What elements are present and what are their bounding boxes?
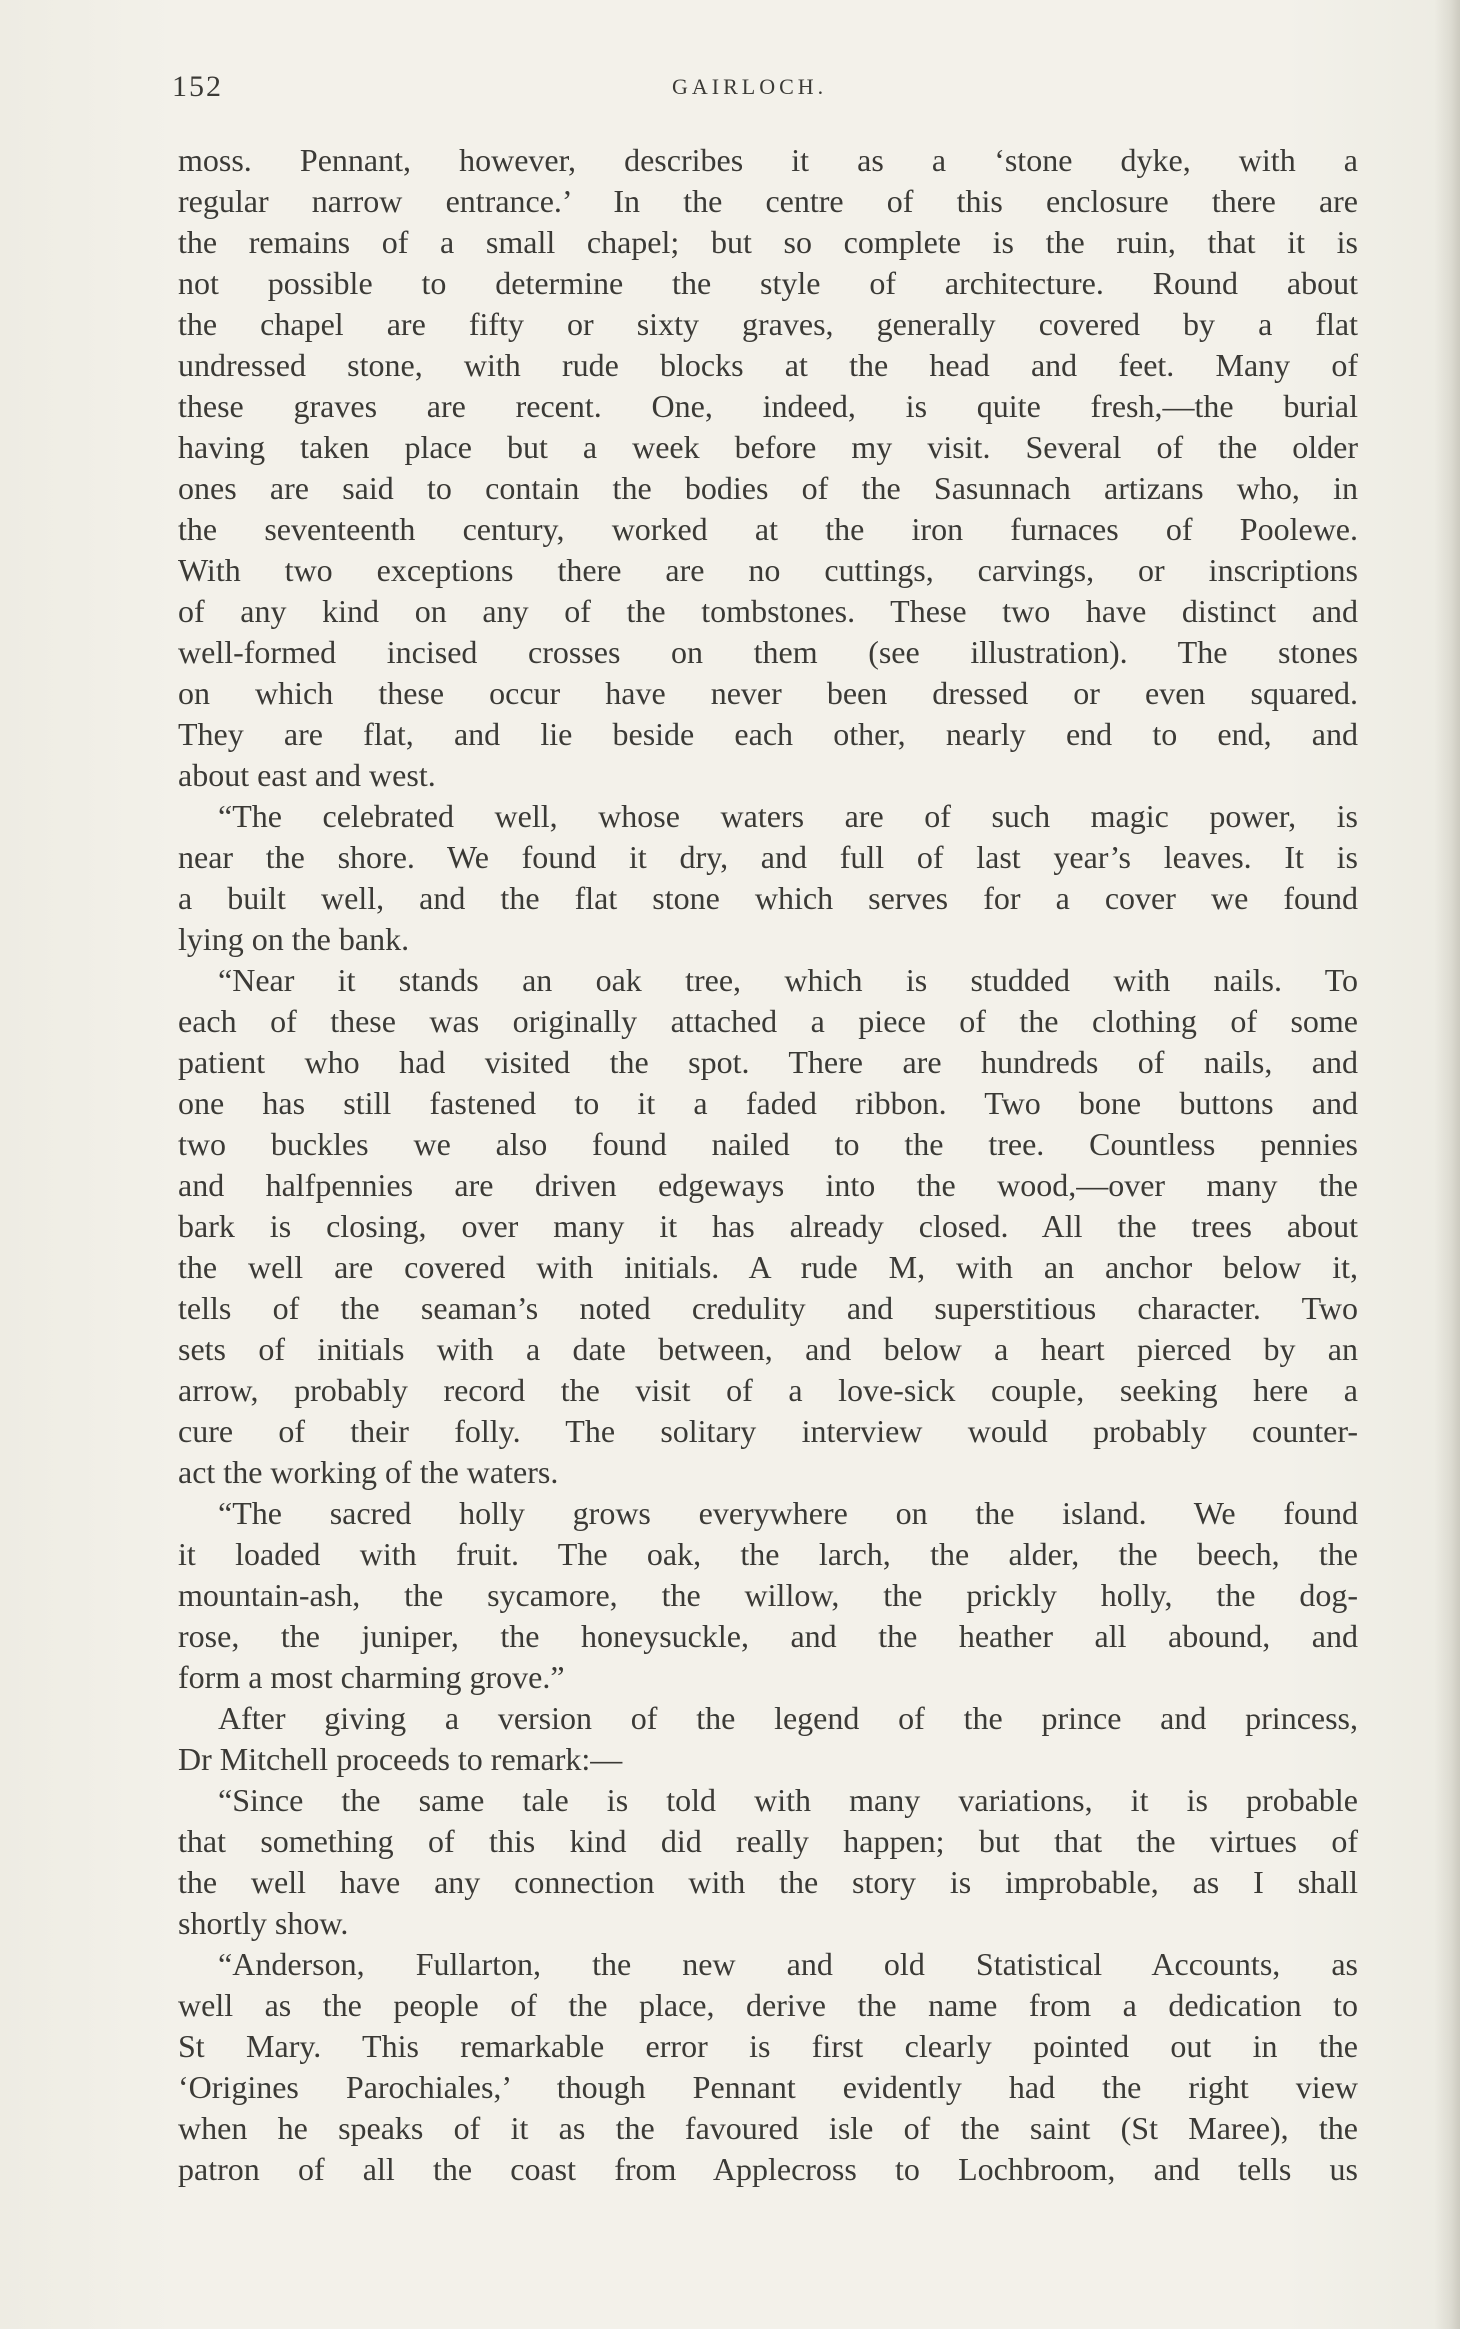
running-title: GAIRLOCH. [672, 74, 828, 99]
body-text [178, 140, 1358, 2190]
text-line: that something of this kind did really happen; but that the virtues of [178, 1823, 1358, 1859]
text-line: patron of all the coast from Applecross to Lochbroom, and tells us [178, 2151, 1358, 2187]
text-line: the seventeenth century, worked at the iron furnaces of Poolewe. [178, 511, 1358, 547]
text-line: ‘Origines Parochiales,’ though Pennant evidently had the right view [178, 2069, 1358, 2105]
text-line: one has still fastened to it a faded ribbon. Two bone buttons and [178, 1085, 1358, 1121]
text-line: Dr Mitchell proceeds to remark:— [178, 1741, 623, 1777]
page-edge-shadow [1434, 0, 1460, 2329]
page-number: 152 [172, 70, 223, 103]
text-line: form a most charming grove.” [178, 1659, 565, 1695]
text-line: and halfpennies are driven edgeways into the wood,—over many the [178, 1167, 1358, 1203]
text-line: mountain-ash, the sycamore, the willow, the prickly holly, the dog- [178, 1577, 1358, 1613]
text-line: two buckles we also found nailed to the tree. Countless pennies [178, 1126, 1358, 1162]
text-line: when he speaks of it as the favoured isle of the saint (St Maree), the [178, 2110, 1358, 2146]
text-line: They are flat, and lie beside each other, nearly end to end, and [178, 716, 1358, 752]
text-line: of any kind on any of the tombstones. These two have distinct and [178, 593, 1358, 629]
text-line: undressed stone, with rude blocks at the head and feet. Many of [178, 347, 1358, 383]
text-line: the chapel are fifty or sixty graves, generally covered by a flat [178, 306, 1358, 342]
text-line: After giving a version of the legend of the prince and princess, [218, 1700, 1358, 1736]
text-line: a built well, and the flat stone which serves for a cover we found [178, 880, 1358, 916]
text-line: on which these occur have never been dressed or even squared. [178, 675, 1358, 711]
text-line: shortly show. [178, 1905, 349, 1941]
text-line: moss. Pennant, however, describes it as a ‘stone dyke, with a [178, 142, 1358, 178]
page-header [172, 70, 1367, 110]
text-line: well-formed incised crosses on them (see illustration). The stones [178, 634, 1358, 670]
text-line: “Anderson, Fullarton, the new and old Statistical Accounts, as [218, 1946, 1358, 1982]
text-line: “The sacred holly grows everywhere on the island. We found [218, 1495, 1358, 1531]
text-line: each of these was originally attached a piece of the clothing of some [178, 1003, 1358, 1039]
text-line: patient who had visited the spot. There are hundreds of nails, and [178, 1044, 1358, 1080]
text-line: near the shore. We found it dry, and full of last year’s leaves. It is [178, 839, 1358, 875]
text-line: the well have any connection with the story is improbable, as I shall [178, 1864, 1358, 1900]
text-line: lying on the bank. [178, 921, 410, 957]
text-line: these graves are recent. One, indeed, is quite fresh,—the burial [178, 388, 1358, 424]
text-line: ones are said to contain the bodies of the Sasunnach artizans who, in [178, 470, 1358, 506]
text-line: not possible to determine the style of architecture. Round about [178, 265, 1358, 301]
text-line: the well are covered with initials. A rude M, with an anchor below it, [178, 1249, 1358, 1285]
text-line: about east and west. [178, 757, 436, 793]
text-line: With two exceptions there are no cuttings, carvings, or inscriptions [178, 552, 1358, 588]
text-line: tells of the seaman’s noted credulity and superstitious character. Two [178, 1290, 1358, 1326]
text-line: sets of initials with a date between, and below a heart pierced by an [178, 1331, 1358, 1367]
text-line: arrow, probably record the visit of a love-sick couple, seeking here a [178, 1372, 1358, 1408]
text-line: St Mary. This remarkable error is first clearly pointed out in the [178, 2028, 1358, 2064]
text-line: it loaded with fruit. The oak, the larch, the alder, the beech, the [178, 1536, 1358, 1572]
text-line: well as the people of the place, derive the name from a dedication to [178, 1987, 1358, 2023]
text-line: rose, the juniper, the honeysuckle, and the heather all abound, and [178, 1618, 1358, 1654]
text-line: regular narrow entrance.’ In the centre of this enclosure there are [178, 183, 1358, 219]
text-line: “Near it stands an oak tree, which is studded with nails. To [218, 962, 1358, 998]
text-line: having taken place but a week before my visit. Several of the older [178, 429, 1358, 465]
text-line: “The celebrated well, whose waters are of such magic power, is [218, 798, 1358, 834]
text-line: cure of their folly. The solitary interview would probably counter- [178, 1413, 1358, 1449]
text-line: the remains of a small chapel; but so complete is the ruin, that it is [178, 224, 1358, 260]
text-line: bark is closing, over many it has already closed. All the trees about [178, 1208, 1358, 1244]
text-line: “Since the same tale is told with many variations, it is probable [218, 1782, 1358, 1818]
text-line: act the working of the waters. [178, 1454, 559, 1490]
